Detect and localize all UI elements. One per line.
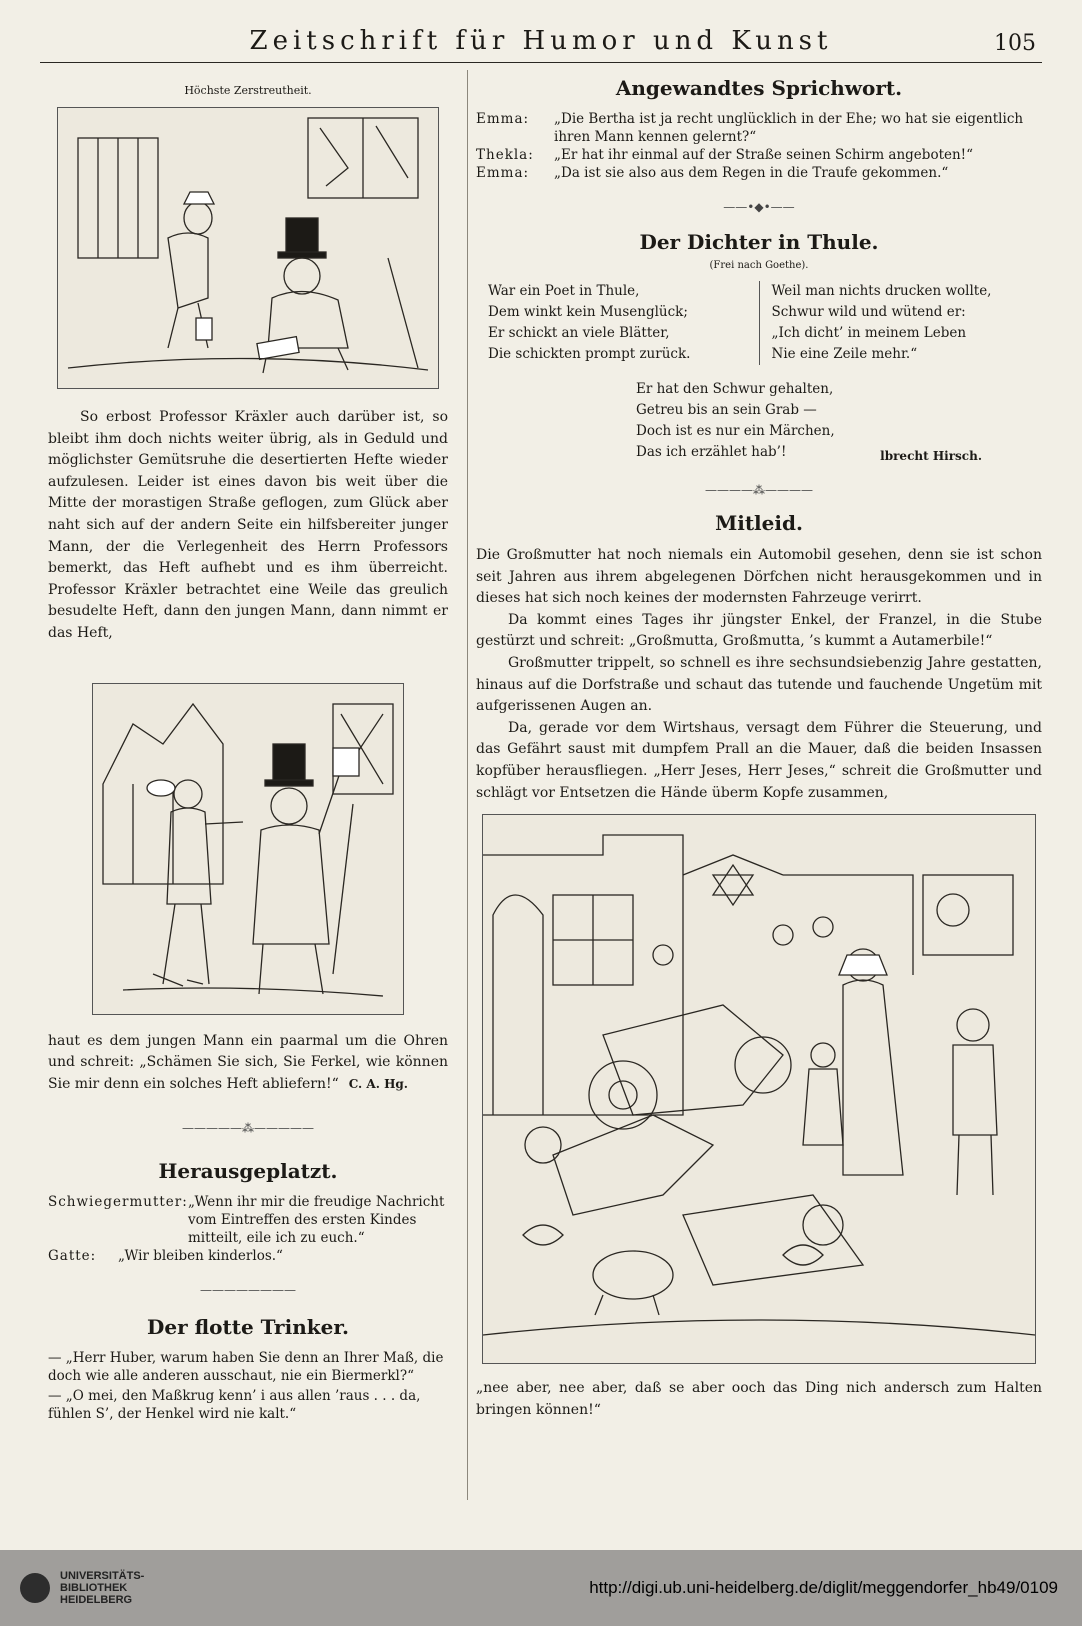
poem-right-stanza xyxy=(759,281,1043,365)
subheading-goethe: (Frei nach Goethe). xyxy=(709,260,809,271)
poem-line: Er schickt an viele Blätter, xyxy=(488,325,670,341)
speaker: Emma: xyxy=(476,165,530,181)
poem-line: War ein Poet in Thule, xyxy=(488,283,640,299)
speech: „Die Bertha ist ja recht unglücklich in der Ehe; wo hat sie eigentlich ihren Mann kennen gelernt?“ xyxy=(554,111,1024,145)
signature-hirsch: lbrecht Hirsch. xyxy=(880,449,982,463)
story-paragraph-2: haut es dem jungen Mann ein paarmal um die Ohren und schreit: „Schämen Sie sich, Sie Ferkel, wie können Sie mir denn ein solches Heft abliefern!“ xyxy=(48,1032,448,1092)
cartoon-caption: Höchste Zerstreutheit. xyxy=(184,84,312,97)
dialogue-line: — „O mei, den Maßkrug kenn’ i aus allen ’raus . . . da, fühlen S’, der Henkel wird nie kalt.“ xyxy=(48,1388,421,1423)
left-column xyxy=(48,70,448,1423)
poem-line: Das ich erzählet hab’! xyxy=(636,444,787,460)
library-logo xyxy=(20,1570,144,1606)
dialogue-line xyxy=(48,1193,448,1247)
heading-dichter-thule: Der Dichter in Thule. xyxy=(639,230,879,254)
section-separator: —————⁂————— xyxy=(182,1121,314,1136)
poem-line: Weil man nichts drucken wollte, xyxy=(771,283,992,299)
speech: „Er hat ihr einmal auf der Straße seinen Schirm angeboten!“ xyxy=(554,147,974,163)
page-header xyxy=(40,22,1042,63)
section-separator-short: ———————— xyxy=(200,1283,296,1298)
cartoon-car-crash xyxy=(482,814,1036,1364)
story-mitleid-p3: Großmutter trippelt, so schnell es ihre sechsundsiebenzig Jahre gestatten, hinaus auf die Dorfstraße und schaut das tutende und fauchende Ungetüm mit aufgerissenen Augen an. xyxy=(476,654,1042,715)
poem-line: Doch ist es nur ein Märchen, xyxy=(636,423,835,439)
source-url-link[interactable]: http://digi.ub.uni-heidelberg.de/diglit/meggendorfer_hb49/0109 xyxy=(589,1578,1058,1597)
heading-herausgeplatzt: Herausgeplatzt. xyxy=(158,1159,338,1184)
speech: „Wir bleiben kinderlos.“ xyxy=(118,1248,283,1265)
cartoon-professor-scolding xyxy=(92,683,404,1015)
dialogue-line xyxy=(476,110,1042,146)
library-name-line: BIBLIOTHEK xyxy=(60,1582,128,1594)
poem-line: Er hat den Schwur gehalten, xyxy=(636,381,834,397)
story-mitleid-p2: Da kommt eines Tages ihr jüngster Enkel, der Franzel, in die Stube gestürzt und schreit: „Großmutta, Großmutta, ’s kummt a Autamerbile!“ xyxy=(476,611,1042,650)
cartoon-professor-picking-up xyxy=(57,107,439,389)
library-name-line: UNIVERSITÄTS- xyxy=(60,1570,145,1582)
speaker: Gatte: xyxy=(48,1248,97,1265)
dialogue-trinker xyxy=(48,1349,448,1423)
poem-line: Die schickten prompt zurück. xyxy=(488,346,691,362)
dialogue-line xyxy=(476,146,1042,164)
story-mitleid-p4: Da, gerade vor dem Wirtshaus, versagt dem Führer die Steuerung, und das Gefährt saust mit dumpfem Prall an die Mauer, daß die beiden Insassen kopfüber herausfliegen. „Herr Jeses, Herr Jeses,“ schreit die Großmutter und schlägt vor Entsetzen die Hände überm Kopfe zusammen, xyxy=(476,719,1042,801)
speech: „Da ist sie also aus dem Regen in die Traufe gekommen.“ xyxy=(554,165,949,181)
poem-left-stanza xyxy=(476,281,759,365)
poem-line: Schwur wild und wütend er: xyxy=(771,304,966,320)
right-column xyxy=(476,70,1042,1421)
story-mitleid-final: „nee aber, nee aber, daß se aber ooch das Ding nich andersch zum Halten bringen können!“ xyxy=(476,1380,1042,1418)
poem-columns xyxy=(476,281,1042,365)
speaker: Thekla: xyxy=(476,147,534,163)
library-footer xyxy=(0,1550,1082,1626)
dialogue-herausgeplatzt xyxy=(48,1193,448,1265)
story-mitleid-p1: Die Großmutter hat noch niemals ein Automobil gesehen, denn sie ist schon seit Jahren aus ihrem abgelegenen Dörfchen nicht herausgekommen und in dieses hat sich noch keines der modernsten Fahrzeuge verirrt. xyxy=(476,547,1042,607)
column-rule xyxy=(467,70,468,1500)
dialogue-sprichwort xyxy=(476,110,1042,182)
speaker: Emma: xyxy=(476,111,530,127)
dialogue-line: — „Herr Huber, warum haben Sie denn an Ihrer Maß, die doch wie alle anderen ausschaut, nie ein Biermerkl?“ xyxy=(48,1350,444,1385)
poem-line: Nie eine Zeile mehr.“ xyxy=(771,346,918,362)
page-number: 105 xyxy=(994,31,1036,56)
speech: „Wenn ihr mir die freudige Nachricht vom Eintreffen des ersten Kindes mitteilt, eile ich zu euch.“ xyxy=(188,1194,445,1247)
dialogue-line xyxy=(48,1247,448,1265)
speaker: Schwiegermutter: xyxy=(48,1194,188,1211)
signature-cahg: C. A. Hg. xyxy=(348,1077,408,1092)
heading-flotte-trinker: Der flotte Trinker. xyxy=(147,1315,349,1340)
section-separator: ————⁂———— xyxy=(705,483,813,497)
ornament-separator: ——•◆•—— xyxy=(723,200,795,214)
poem-line: Dem winkt kein Musenglück; xyxy=(488,304,688,320)
poem-line: „Ich dicht’ in meinem Leben xyxy=(771,325,967,341)
heading-sprichwort: Angewandtes Sprichwort. xyxy=(615,76,903,100)
heading-mitleid: Mitleid. xyxy=(715,511,803,535)
library-name-line: HEIDELBERG xyxy=(60,1594,133,1606)
library-name xyxy=(60,1570,144,1606)
journal-title: Zeitschrift für Humor und Kunst xyxy=(249,26,833,56)
dialogue-line xyxy=(476,164,1042,182)
library-seal-icon xyxy=(20,1573,50,1603)
story-paragraph-1: So erbost Professor Kräxler auch darüber ist, so bleibt ihm doch nichts weiter übrig, als in Geduld und möglichster Gemütsruhe die desertierten Hefte wieder aufzulesen. Leider ist eines davon bis weit über die Mitte der morastigen Straße geflogen, zum Glück aber naht sich auf der andern Seite ein hilfsbereiter junger Mann, der die Verlegenheit des Herrn Professors bemerkt, das Heft aufhebt und es ihm überreicht. Professor Kräxler betrachtet eine Weile das greulich besudelte Heft, dann den jungen Mann, dann nimmt er das Heft, xyxy=(48,409,448,641)
poem-line: Getreu bis an sein Grab — xyxy=(636,402,817,418)
